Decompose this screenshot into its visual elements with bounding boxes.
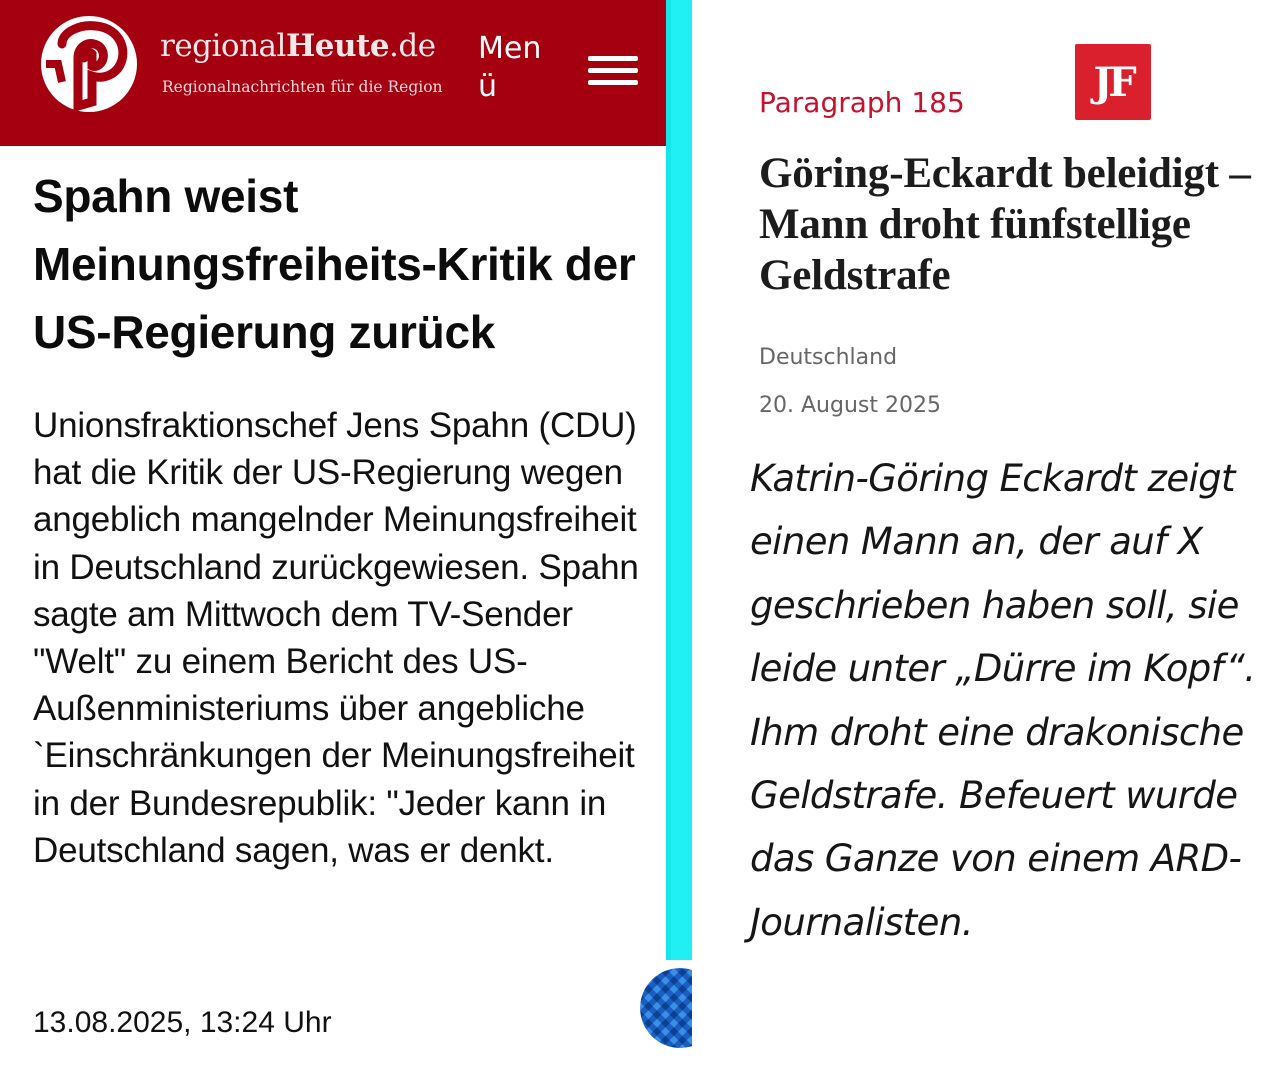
site-brand-name[interactable] xyxy=(160,28,436,64)
article-kicker[interactable]: Paragraph 185 xyxy=(759,86,965,119)
hamburger-bar xyxy=(588,56,638,61)
site-header xyxy=(0,0,666,146)
article-date: 20. August 2025 xyxy=(759,393,941,418)
brand-name-light: regional xyxy=(160,28,286,64)
hamburger-bar xyxy=(588,80,638,85)
jf-logo-icon[interactable] xyxy=(1075,44,1151,120)
article-headline: Spahn weist Meinungsfreiheits-Kritik der US-Regierung zurück xyxy=(33,170,636,358)
menu-label[interactable]: Menü xyxy=(478,31,542,104)
hamburger-menu-icon[interactable] xyxy=(588,56,638,86)
site-tagline: Regionalnachrichten für die Region xyxy=(162,78,443,96)
right-article-headline[interactable]: Göring-Eckardt beleidigt – Mann droht fünfstellige Geldstrafe xyxy=(759,150,1251,299)
article-body: Unionsfraktionschef Jens Spahn (CDU) hat die Kritik der US-Regierung wegen angeblich mangelnder Meinungsfreiheit in Deutschland zurückgewiesen. Spahn sagte am Mittwoch dem TV-Sender "Welt" zu einem Bericht des US-Außenministeriums über angebliche `Einschränkungen der Meinungsfreiheit in der Bundesrepublik: "Jeder kann in Deutschland sagen, was er denkt. xyxy=(33,406,639,870)
hamburger-bar xyxy=(588,68,638,73)
brand-name-bold: Heute xyxy=(285,28,390,64)
jf-logo-text: JF xyxy=(1093,58,1133,106)
article-timestamp: 13.08.2025, 13:24 Uhr xyxy=(33,1006,332,1039)
article-category[interactable]: Deutschland xyxy=(759,345,898,370)
brand-name-tld: .de xyxy=(389,28,436,64)
panel-divider-shade xyxy=(666,0,671,960)
article-lead: Katrin-Göring Eckardt zeigt einen Mann an, der auf X geschrieben haben soll, sie leide unter „Dürre im Kopf“. Ihm droht eine drakonische Geldstrafe. Befeuert wurde das Ganze von einem ARD-Journalisten. xyxy=(750,457,1256,944)
site-logo-icon[interactable] xyxy=(40,14,138,114)
